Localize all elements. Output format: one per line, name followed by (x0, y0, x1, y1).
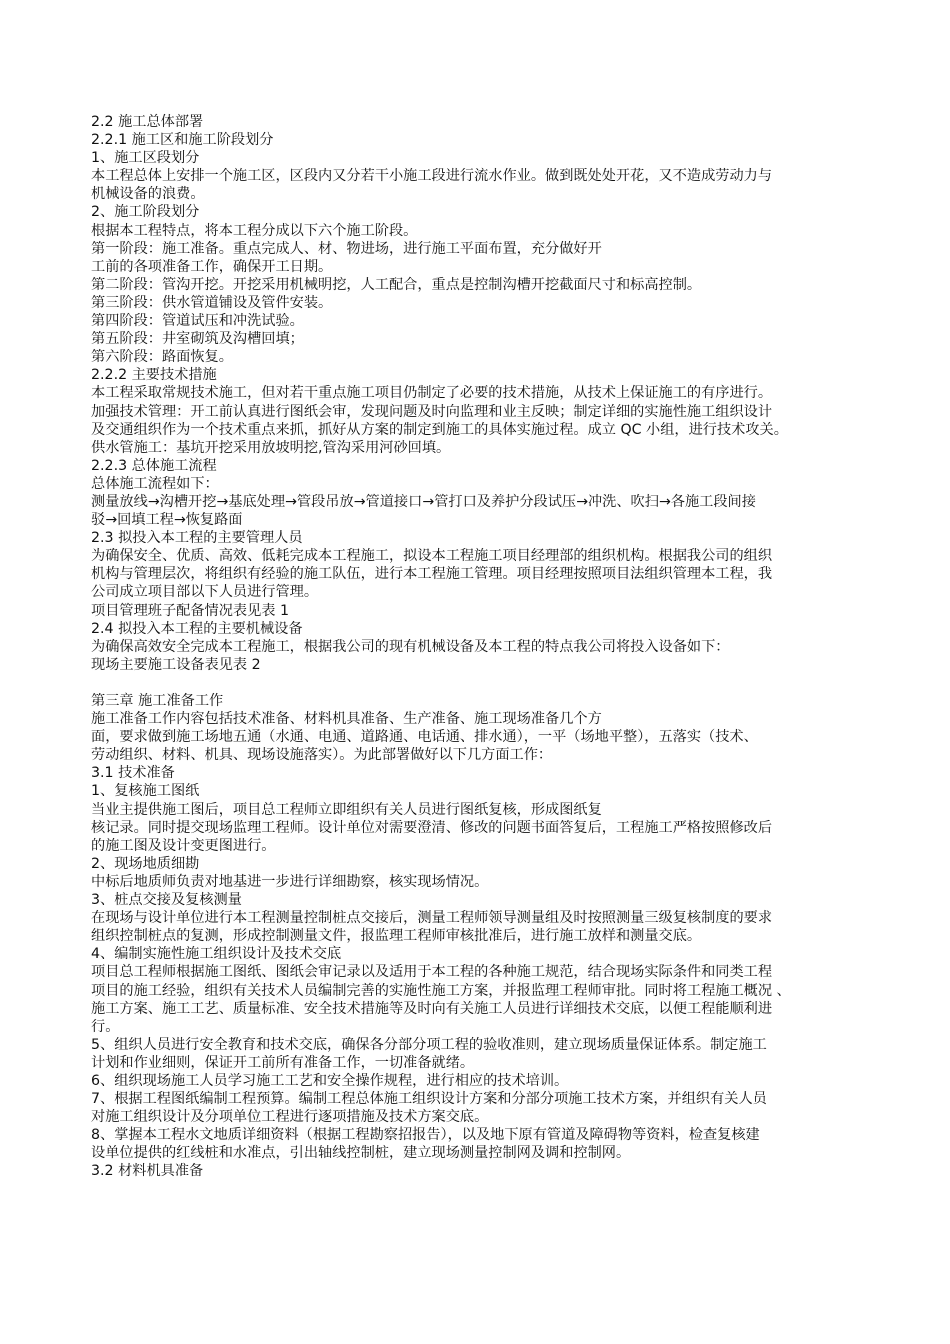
text-line: 4、编制实施性施工组织设计及技术交底 (91, 946, 342, 963)
text-line: 中标后地质师负责对地基进一步进行详细勘察，核实现场情况。 (91, 873, 489, 890)
text-line: 施工准备工作内容包括技术准备、材料机具准备、生产准备、施工现场准备几个方 (91, 711, 602, 728)
text-line: 当业主提供施工图后，项目总工程师立即组织有关人员进行图纸复核，形成图纸复 (91, 801, 602, 818)
text-line: 为确保高效安全完成本工程施工，根据我公司的现有机械设备及本工程的特点我公司将投入设备如下： (91, 638, 730, 655)
text-line: 及交通组织作为一个技术重点来抓，抓好从方案的制定到施工的具体实施过程。成立 QC 小组，进行技术攻关。 (91, 421, 788, 438)
text-line: 在现场与设计单位进行本工程测量控制桩点交接后，测量工程师领导测量组及时按照测量三级复核制度的要求 (91, 910, 773, 927)
text-line: 劳动组织、材料、机具、现场设施落实）。为此部署做好以下几方面工作： (91, 747, 553, 764)
text-line: 供水管施工：基坑开挖采用放坡明挖,管沟采用河砂回填。 (91, 439, 451, 456)
text-line: 现场主要施工设备表见表 2 (91, 656, 261, 673)
text-line: 2.2 施工总体部署 (91, 114, 204, 130)
text-line: 2、施工阶段划分 (91, 204, 200, 221)
text-line: 7、根据工程图纸编制工程预算。编制工程总体施工组织设计方案和分部分项施工技术方案，并组织有关人员 (91, 1091, 767, 1108)
text-line: 驳→回填工程→恢复路面 (91, 512, 243, 529)
text-line: 第四阶段：管道试压和冲洗试验。 (91, 313, 304, 330)
text-line: 项目的施工经验，组织有关技术人员编制完善的实施性施工方案，并报监理工程师审批。同时将工程施工概况 、 (91, 982, 791, 999)
text-line: 5、组织人员进行安全教育和技术交底，确保各分部分项工程的验收准则，建立现场质量保证体系。制定施工 (91, 1036, 767, 1053)
text-line: 计划和作业细则，保证开工前所有准备工作，一切准备就绪。 (91, 1054, 475, 1071)
text-line: 机械设备的浪费。 (91, 186, 205, 203)
text-line: 本工程采取常规技术施工，但对若干重点施工项目仍制定了必要的技术措施，从技术上保证施工的有序进行。 (91, 385, 773, 402)
text-line: 8、掌握本工程水文地质详细资料（根据工程勘察招报告），以及地下原有管道及障碍物等资料，检查复核建 (91, 1127, 760, 1144)
text-line: 2.2.2 主要技术措施 (91, 367, 217, 384)
text-line: 对施工组织设计及分项单位工程进行逐项措施及技术方案交底。 (91, 1109, 489, 1126)
text-line: 设单位提供的红线桩和水准点，引出轴线控制桩，建立现场测量控制网及调和控制网。 (91, 1145, 631, 1162)
text-line: 项目总工程师根据施工图纸、图纸会审记录以及适用于本工程的各种施工规范，结合现场实际条件和同类工程 (91, 964, 773, 981)
text-line: 3、桩点交接及复核测量 (91, 892, 242, 909)
text-line: 核记录。同时提交现场监理工程师。设计单位对需要澄清、修改的问题书面答复后，工程施工严格按照修改后 (91, 819, 773, 836)
text-line: 测量放线→沟槽开挖→基底处理→管段吊放→管道接口→管打口及养护分段试压→冲洗、吹扫→各施工段间接 (91, 493, 756, 510)
text-line: 第一阶段：施工准备。重点完成人、材、物进场，进行施工平面布置，充分做好开 (91, 240, 602, 257)
text-line: 第五阶段：井室砌筑及沟槽回填； (91, 331, 304, 348)
text-line: 6、组织现场施工人员学习施工工艺和安全操作规程，进行相应的技术培训。 (91, 1072, 569, 1089)
document-body (91, 113, 871, 1181)
blank-line (91, 674, 871, 692)
text-line: 1、复核施工图纸 (91, 783, 200, 800)
text-line: 总体施工流程如下： (91, 475, 219, 492)
text-line: 3.2 材料机具准备 (91, 1163, 204, 1180)
text-line: 2、现场地质细勘 (91, 855, 200, 872)
text-line: 面，要求做到施工场地五通（水通、电通、道路通、电话通、排水通），一平（场地平整），五落实（技术、 (91, 729, 758, 746)
text-line: 为确保安全、优质、高效、低耗完成本工程施工，拟设本工程施工项目经理部的组织机构。根据我公司的组织 (91, 548, 773, 565)
text-line: 的施工图及设计变更图进行。 (91, 837, 276, 854)
text-line: 项目管理班子配备情况表见表 1 (91, 602, 289, 619)
text-line: 2.3 拟投入本工程的主要管理人员 (91, 530, 303, 547)
text-line: 公司成立项目部以下人员进行管理。 (91, 584, 319, 601)
text-line: 第三章 施工准备工作 (91, 693, 224, 709)
text-line: 根据本工程特点，将本工程分成以下六个施工阶段。 (91, 222, 418, 239)
text-line: 1、施工区段划分 (91, 150, 200, 167)
text-line: 第三阶段：供水管道铺设及管件安装。 (91, 294, 333, 311)
text-line: 工前的各项准备工作，确保开工日期。 (91, 258, 333, 275)
text-line: 3.1 技术准备 (91, 765, 175, 782)
text-line: 加强技术管理：开工前认真进行图纸会审，发现问题及时向监理和业主反映；制定详细的实施性施工组织设计 (91, 403, 773, 420)
text-line: 本工程总体上安排一个施工区，区段内又分若干小施工段进行流水作业。做到既处处开花，又不造成劳动力与 (91, 168, 773, 185)
text-line: 行。 (91, 1018, 120, 1035)
text-line: 第六阶段：路面恢复。 (91, 349, 233, 366)
text-line: 组织控制桩点的复测，形成控制测量文件，报监理工程师审核批准后，进行施工放样和测量交底。 (91, 928, 702, 945)
text-line: 2.2.1 施工区和施工阶段划分 (91, 132, 274, 149)
text-line: 2.2.3 总体施工流程 (91, 457, 217, 474)
text-line: 第二阶段：管沟开挖。开挖采用机械明挖，人工配合，重点是控制沟槽开挖截面尺寸和标高控制。 (91, 276, 702, 293)
text-line: 机构与管理层次，将组织有经验的施工队伍，进行本工程施工管理。项目经理按照项目法组织管理本工程，我 (91, 566, 773, 583)
text-line: 施工方案、施工工艺、质量标准、安全技术措施等及时向有关施工人员进行详细技术交底，以便工程能顺利进 (91, 1000, 773, 1017)
text-line: 2.4 拟投入本工程的主要机械设备 (91, 620, 303, 637)
